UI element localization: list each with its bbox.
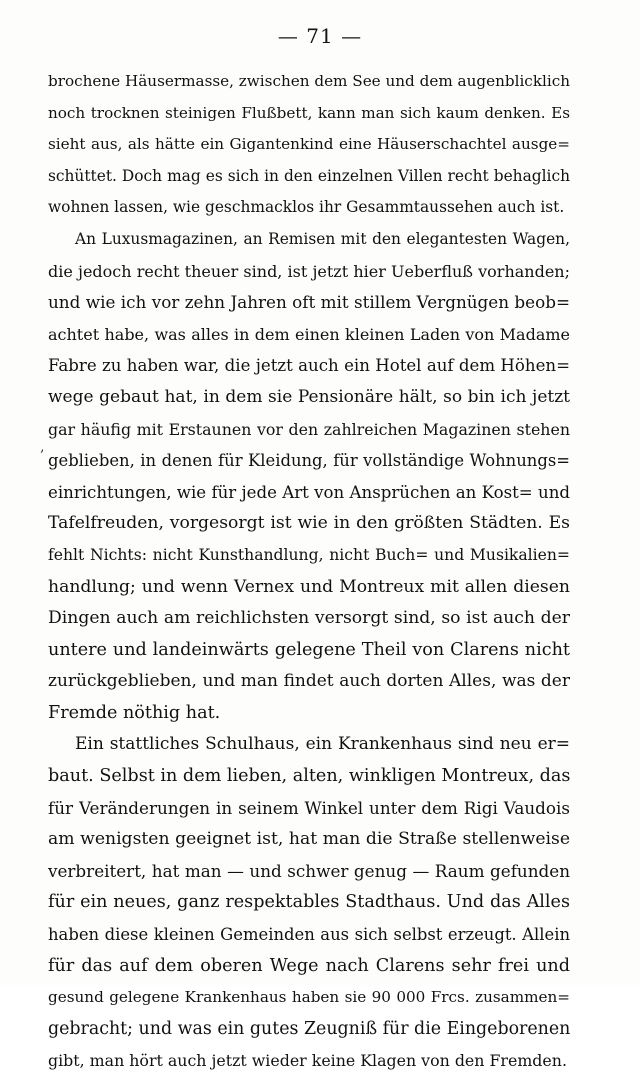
text-line: für ein neues, ganz respektables Stadthaus. Und das Alles	[48, 892, 570, 913]
text-line: Fremde nöthig hat.	[48, 702, 221, 723]
text-line: Tafelfreuden, vorgesorgt ist wie in den größten Städten. Es	[48, 513, 570, 534]
margin-mark: ‚	[40, 439, 45, 455]
text-line: einrichtungen, wie für jede Art von Ansprüchen an Kost= und	[48, 482, 570, 502]
page-number: — 71 —	[277, 24, 363, 48]
text-line: achtet habe, was alles in dem einen kleinen Laden von Madame	[48, 324, 570, 344]
text-line: schüttet. Doch mag es sich in den einzelnen Villen recht behaglich	[48, 166, 570, 185]
text-line: verbreitert, hat man — und schwer genug — Raum gefunden	[48, 860, 570, 881]
text-line: wege gebaut hat, in dem sie Pensionäre hält, so bin ich jetzt	[48, 386, 570, 407]
text-line: Dingen auch am reichlichsten versorgt sind, so ist auch der	[48, 608, 570, 629]
text-line: fehlt Nichts: nicht Kunsthandlung, nicht Buch= und Musikalien=	[48, 545, 570, 564]
text-line: wohnen lassen, wie geschmacklos ihr Gesammtaussehen auch ist.	[48, 198, 565, 217]
text-line: zurückgeblieben, und man findet auch dorten Alles, was der	[48, 671, 570, 692]
text-line: baut. Selbst in dem lieben, alten, winkligen Montreux, das	[48, 766, 570, 787]
text-line: An Luxusmagazinen, an Remisen mit den elegantesten Wagen,	[75, 229, 570, 248]
body-text	[48, 66, 570, 1077]
text-line: gibt, man hört auch jetzt wieder keine Klagen von den Fremden.	[48, 1051, 567, 1071]
text-line: Ein stattliches Schulhaus, ein Krankenhaus sind neu er=	[75, 734, 570, 755]
text-line: handlung; und wenn Vernex und Montreux mit allen diesen	[48, 576, 570, 597]
text-line: gebracht; und was ein gutes Zeugniß für die Eingeborenen	[48, 1018, 570, 1039]
text-line: haben diese kleinen Gemeinden aus sich selbst erzeugt. Allein	[48, 925, 570, 945]
text-line: am wenigsten geeignet ist, hat man die Straße stellenweise	[48, 829, 570, 850]
text-line: für das auf dem oberen Wege nach Clarens sehr frei und	[48, 955, 570, 976]
text-line: untere und landeinwärts gelegene Theil von Clarens nicht	[48, 639, 570, 660]
text-line: gar häufig mit Erstaunen vor den zahlreichen Magazinen stehen	[48, 419, 570, 439]
text-line: sieht aus, als hätte ein Gigantenkind eine Häuserschachtel ausge=	[48, 135, 570, 154]
text-line: für Veränderungen in seinem Winkel unter dem Rigi Vaudois	[48, 797, 570, 818]
text-line: Fabre zu haben war, die jetzt auch ein Hotel auf dem Höhen=	[48, 356, 570, 376]
text-line: die jedoch recht theuer sind, ist jetzt hier Ueberfluß vorhanden;	[48, 261, 570, 281]
text-line: geblieben, in denen für Kleidung, für vollständige Wohnungs=	[48, 451, 570, 471]
text-line: und wie ich vor zehn Jahren oft mit stillem Vergnügen beob=	[48, 292, 570, 313]
text-line: gesund gelegene Krankenhaus haben sie 90 000 Frcs. zusammen=	[48, 988, 570, 1007]
text-line: brochene Häusermasse, zwischen dem See und dem augenblicklich	[48, 72, 570, 90]
text-line: noch trocknen steinigen Flußbett, kann man sich kaum denken. Es	[48, 103, 570, 122]
